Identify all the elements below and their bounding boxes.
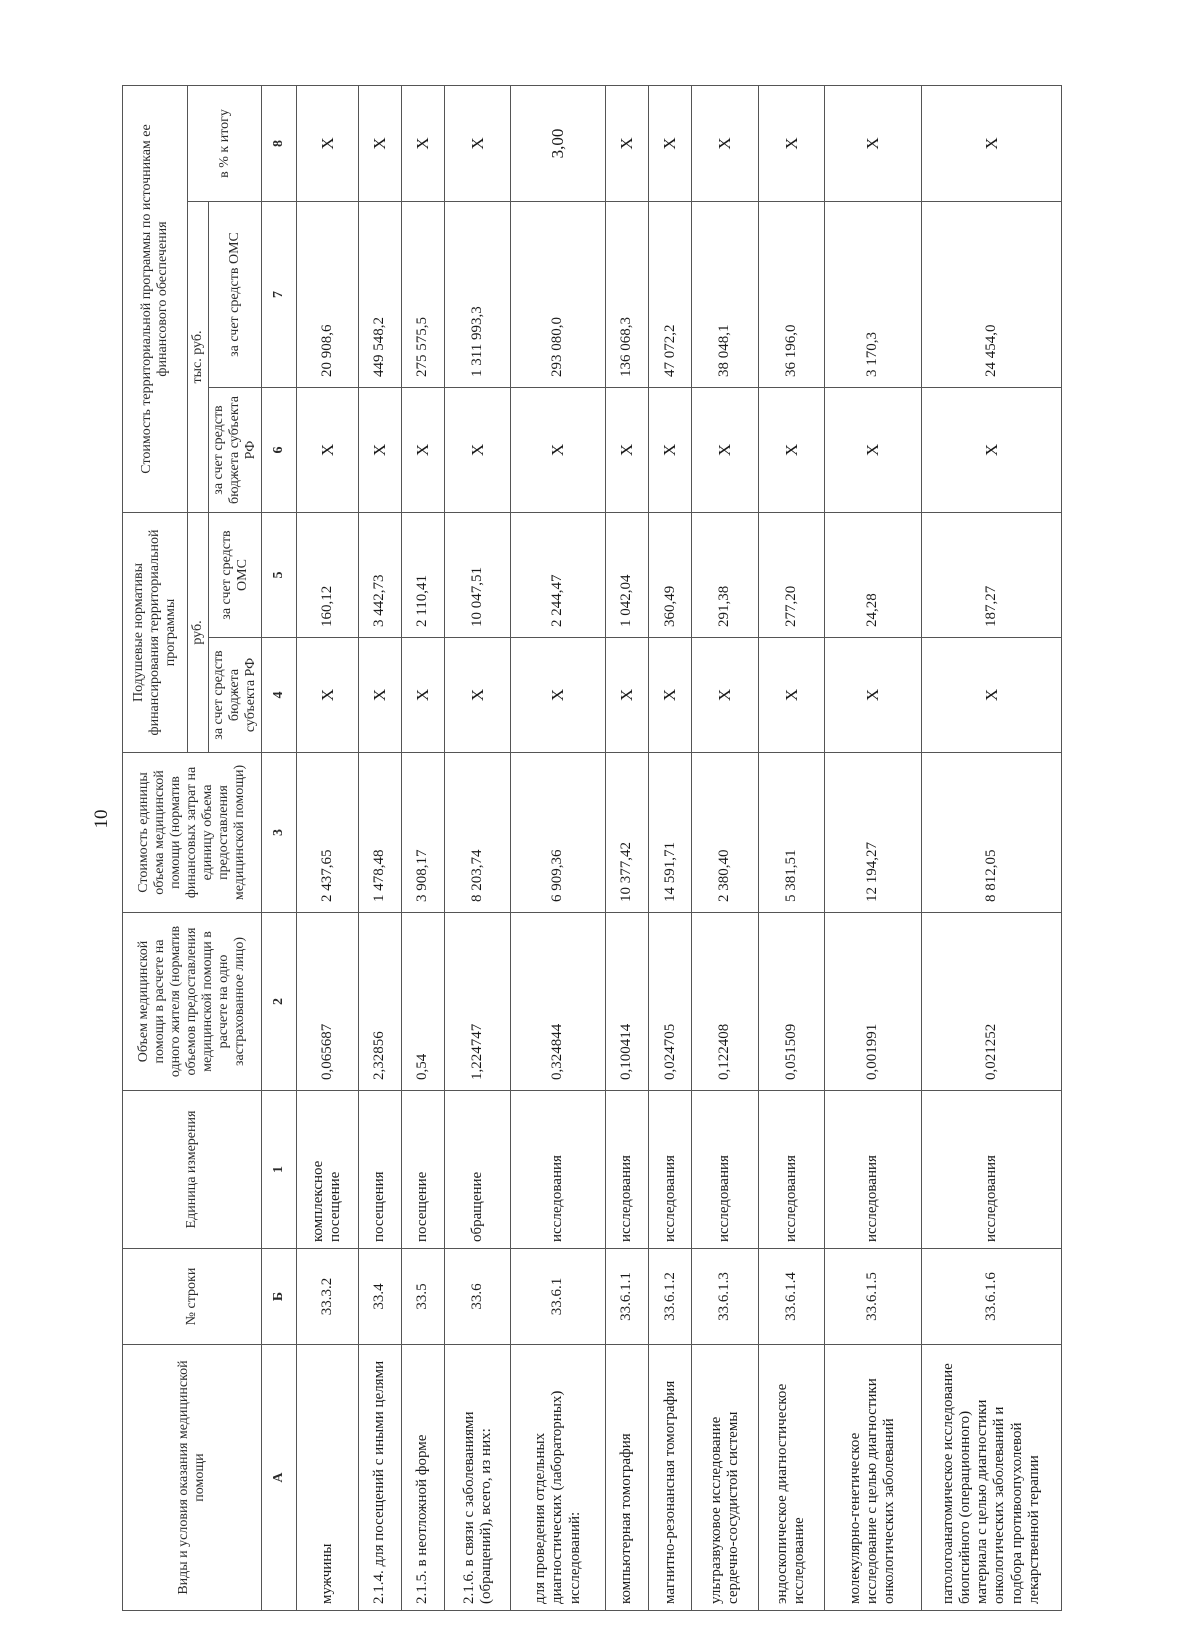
cell-unit: исследования (605, 1091, 648, 1249)
cell-name: 2.1.4. для посещений с иными целями (358, 1345, 401, 1611)
cell-percent: X (758, 85, 824, 201)
cell-per-capita-oms: 160,12 (297, 513, 358, 638)
cell-program-budget: X (649, 388, 692, 513)
cell-program-budget: X (692, 388, 758, 513)
cell-name: магнитно-резонансная томография (649, 1345, 692, 1611)
cell-per-capita-oms: 24,28 (824, 513, 921, 638)
col-number: 7 (262, 202, 297, 388)
cell-per-capita-oms: 277,20 (758, 513, 824, 638)
cell-program-oms: 293 080,0 (511, 202, 605, 388)
header-program-cost-group: Стоимость территориальной программы по источникам ее финансового обеспечения (123, 85, 188, 512)
cell-percent: X (297, 85, 358, 201)
col-number: 1 (262, 1091, 297, 1249)
cell-program-budget: X (605, 388, 648, 513)
cell-percent: X (401, 85, 444, 201)
cell-cost: 10 377,42 (605, 753, 648, 913)
cell-volume: 0,021252 (921, 913, 1061, 1091)
cell-unit: обращение (445, 1091, 511, 1249)
cell-percent: X (445, 85, 511, 201)
cell-line-no: 33.6.1.6 (921, 1249, 1061, 1345)
table-row (692, 85, 758, 1610)
cell-percent: X (605, 85, 648, 201)
cell-per-capita-budget: X (297, 638, 358, 753)
cell-per-capita-oms: 2 244,47 (511, 513, 605, 638)
cell-unit: посещения (358, 1091, 401, 1249)
cell-program-oms: 1 311 993,3 (445, 202, 511, 388)
cell-unit: посещение (401, 1091, 444, 1249)
col-number: 4 (262, 638, 297, 753)
cell-percent: X (358, 85, 401, 201)
table-row (649, 85, 692, 1610)
col-number: 3 (262, 753, 297, 913)
cell-cost: 5 381,51 (758, 753, 824, 913)
column-number-row (262, 85, 297, 1610)
table-row (921, 85, 1061, 1610)
cell-per-capita-oms: 2 110,41 (401, 513, 444, 638)
cell-per-capita-budget: X (824, 638, 921, 753)
cell-program-budget: X (358, 388, 401, 513)
cell-name: компьютерная томография (605, 1345, 648, 1611)
cell-volume: 0,100414 (605, 913, 648, 1091)
header-per-capita-oms: за счет средств ОМС (209, 513, 262, 638)
cell-unit: исследования (511, 1091, 605, 1249)
cell-volume: 0,54 (401, 913, 444, 1091)
cell-line-no: 33.5 (401, 1249, 444, 1345)
cell-volume: 0,324844 (511, 913, 605, 1091)
header-thousand-rub: тыс. руб. (188, 202, 209, 513)
header-per-capita-budget: за счет средств бюджета субъекта РФ (209, 638, 262, 753)
cell-per-capita-budget: X (692, 638, 758, 753)
cell-per-capita-budget: X (401, 638, 444, 753)
cell-unit: исследования (649, 1091, 692, 1249)
cell-volume: 1,224747 (445, 913, 511, 1091)
cell-cost: 2 437,65 (297, 753, 358, 913)
cell-per-capita-oms: 1 042,04 (605, 513, 648, 638)
cell-program-oms: 449 548,2 (358, 202, 401, 388)
cell-volume: 0,024705 (649, 913, 692, 1091)
col-number: Б (262, 1249, 297, 1345)
cell-cost: 8 812,05 (921, 753, 1061, 913)
cell-unit: исследования (758, 1091, 824, 1249)
cell-name: эндоскопическое диагностическое исследование (758, 1345, 824, 1611)
cell-percent: 3,00 (511, 85, 605, 201)
table-row (297, 85, 358, 1610)
cell-name: 2.1.6. в связи с заболеваниями (обращений), всего, из них: (445, 1345, 511, 1611)
cell-per-capita-oms: 291,38 (692, 513, 758, 638)
cell-line-no: 33.4 (358, 1249, 401, 1345)
cell-line-no: 33.6.1.1 (605, 1249, 648, 1345)
cell-program-oms: 3 170,3 (824, 202, 921, 388)
table-body (297, 85, 1062, 1610)
cell-per-capita-budget: X (649, 638, 692, 753)
cell-volume: 0,065687 (297, 913, 358, 1091)
table-row (758, 85, 824, 1610)
cell-name: патологоанатомическое исследование биопсийного (операционного) материала с целью диагностики онкологических заболеваний и подбора противоопухолевой лекарственной терапии (921, 1345, 1061, 1611)
cell-program-budget: X (445, 388, 511, 513)
cell-program-oms: 47 072,2 (649, 202, 692, 388)
cell-percent: X (692, 85, 758, 201)
cell-per-capita-oms: 360,49 (649, 513, 692, 638)
cell-program-budget: X (511, 388, 605, 513)
col-number: А (262, 1345, 297, 1611)
cell-name: молекулярно-генетическое исследование с целью диагностики онкологических заболеваний (824, 1345, 921, 1611)
cell-per-capita-budget: X (358, 638, 401, 753)
cell-line-no: 33.6.1.3 (692, 1249, 758, 1345)
cell-unit: исследования (692, 1091, 758, 1249)
cell-unit: комплексное посещение (297, 1091, 358, 1249)
cell-percent: X (649, 85, 692, 201)
col-number: 6 (262, 388, 297, 513)
cell-per-capita-oms: 10 047,51 (445, 513, 511, 638)
cell-percent: X (921, 85, 1061, 201)
cell-name: 2.1.5. в неотложной форме (401, 1345, 444, 1611)
table-row (605, 85, 648, 1610)
cell-name: для проведения отдельных диагностических (лабораторных) исследований: (511, 1345, 605, 1611)
cell-per-capita-budget: X (758, 638, 824, 753)
cell-per-capita-oms: 3 442,73 (358, 513, 401, 638)
cell-line-no: 33.6.1 (511, 1249, 605, 1345)
cell-cost: 3 908,17 (401, 753, 444, 913)
col-number: 2 (262, 913, 297, 1091)
cell-volume: 0,001991 (824, 913, 921, 1091)
cell-name: ультразвуковое исследование сердечно-сосудистой системы (692, 1345, 758, 1611)
cell-cost: 8 203,74 (445, 753, 511, 913)
cell-volume: 0,051509 (758, 913, 824, 1091)
table-row (358, 85, 401, 1610)
cell-per-capita-budget: X (605, 638, 648, 753)
cell-program-budget: X (401, 388, 444, 513)
header-volume: Объем медицинской помощи в расчете на одного жителя (норматив объемов предоставления медицинской помощи в расчете на одно застрахованное лицо) (123, 913, 262, 1091)
cell-per-capita-budget: X (511, 638, 605, 753)
cell-line-no: 33.6.1.4 (758, 1249, 824, 1345)
cell-program-oms: 275 575,5 (401, 202, 444, 388)
cell-line-no: 33.6 (445, 1249, 511, 1345)
header-unit: Единица измерения (123, 1091, 262, 1249)
header-program-oms: за счет средств ОМС (209, 202, 262, 388)
cell-cost: 1 478,48 (358, 753, 401, 913)
cell-unit: исследования (824, 1091, 921, 1249)
cell-program-oms: 36 196,0 (758, 202, 824, 388)
cell-program-budget: X (921, 388, 1061, 513)
header-name: Виды и условия оказания медицинской помощи (123, 1345, 262, 1611)
cell-cost: 2 380,40 (692, 753, 758, 913)
financing-table (122, 85, 1062, 1611)
cell-unit: исследования (921, 1091, 1061, 1249)
cell-program-budget: X (297, 388, 358, 513)
financing-table-container (122, 86, 1062, 1611)
header-program-budget: за счет средств бюджета субъекта РФ (209, 388, 262, 513)
header-cost: Стоимость единицы объема медицинской помощи (норматив финансовых затрат на единицу объема предоставления медицинской помощи) (123, 753, 262, 913)
table-row (445, 85, 511, 1610)
cell-program-budget: X (758, 388, 824, 513)
col-number: 8 (262, 85, 297, 201)
header-line-no: № строки (123, 1249, 262, 1345)
cell-cost: 12 194,27 (824, 753, 921, 913)
cell-program-oms: 20 908,6 (297, 202, 358, 388)
cell-line-no: 33.3.2 (297, 1249, 358, 1345)
cell-name: мужчины (297, 1345, 358, 1611)
cell-volume: 0,122408 (692, 913, 758, 1091)
cell-per-capita-oms: 187,27 (921, 513, 1061, 638)
cell-program-oms: 38 048,1 (692, 202, 758, 388)
cell-per-capita-budget: X (921, 638, 1061, 753)
cell-percent: X (824, 85, 921, 201)
table-row (511, 85, 605, 1610)
cell-per-capita-budget: X (445, 638, 511, 753)
cell-program-oms: 136 068,3 (605, 202, 648, 388)
cell-cost: 6 909,36 (511, 753, 605, 913)
cell-line-no: 33.6.1.2 (649, 1249, 692, 1345)
cell-program-budget: X (824, 388, 921, 513)
header-rub: руб. (188, 513, 209, 753)
page-number: 10 (91, 809, 112, 829)
col-number: 5 (262, 513, 297, 638)
cell-line-no: 33.6.1.5 (824, 1249, 921, 1345)
cell-program-oms: 24 454,0 (921, 202, 1061, 388)
header-per-capita-group: Подушевые нормативы финансирования территориальной программы (123, 513, 188, 753)
table-row (401, 85, 444, 1610)
cell-cost: 14 591,71 (649, 753, 692, 913)
header-percent: в % к итогу (188, 85, 262, 201)
cell-volume: 2,32856 (358, 913, 401, 1091)
table-row (824, 85, 921, 1610)
